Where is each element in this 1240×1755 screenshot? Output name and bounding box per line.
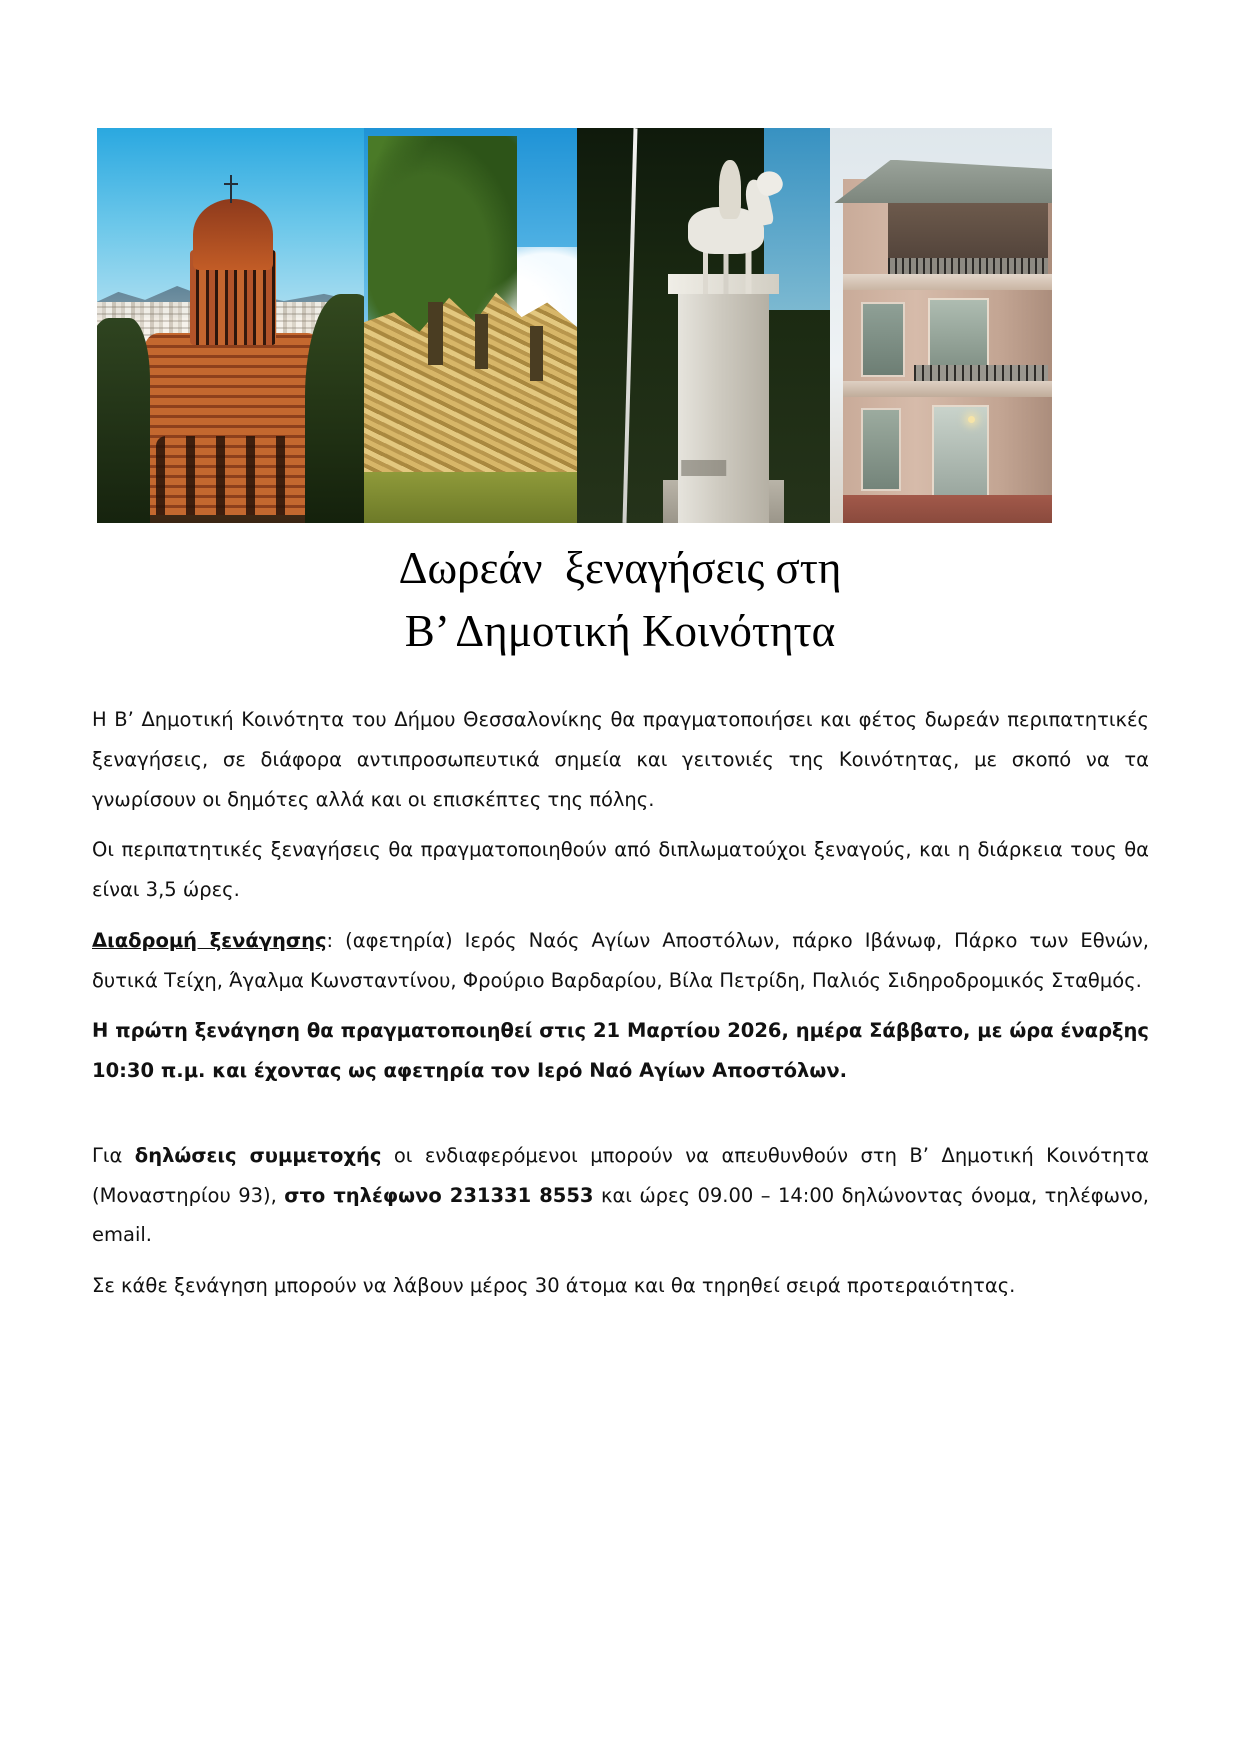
grass-region	[364, 472, 577, 523]
contact-phone: στο τηλέφωνο 231331 8553	[284, 1183, 594, 1207]
wall-embrasure	[530, 326, 543, 381]
contact-middle: οι ενδιαφερόμενοι μπορούν να απευθυνθούν στη Β’ Δημοτική Κοινότητα (Μοναστηρίου 93),	[92, 1143, 1150, 1207]
church-dome	[193, 199, 273, 270]
contact-prefix: Για	[92, 1143, 135, 1167]
paragraph-duration: Οι περιπατητικές ξεναγήσεις θα πραγματοποιηθούν από διπλωματούχοι ξεναγούς, και η διάρκεια τους θα είναι 3,5 ώρες.	[92, 838, 1149, 902]
route-text: : (αφετηρία) Ιερός Ναός Αγίων Αποστόλων, πάρκο Ιβάνωφ, Πάρκο των Εθνών, δυτικά Τείχη, Άγαλμα Κωνσταντίνου, Φρούριο Βαρδαρίου, Βίλα Πετρίδη, Παλιός Σιδηροδρομικός Σταθμός.	[92, 928, 1149, 992]
photo-strip	[97, 128, 1052, 523]
contact-suffix: και ώρες 09.00 – 14:00 δηλώνοντας όνομα, τηλέφωνο, email.	[92, 1183, 1150, 1247]
paragraph-capacity: Σε κάθε ξενάγηση μπορούν να λάβουν μέρος 30 άτομα και θα τηρηθεί σειρά προτεραιότητας.	[92, 1274, 1016, 1298]
route-label: Διαδρομή ξενάγησης	[92, 928, 327, 952]
page-title	[0, 537, 1240, 663]
paragraph-route	[92, 921, 1149, 1001]
wall-embrasure	[428, 302, 443, 365]
contact-registration-label: δηλώσεις συμμετοχής	[134, 1143, 382, 1167]
title-line-2: Β’ Δημοτική Κοινότητα	[404, 606, 836, 656]
paragraph-first-tour	[92, 1011, 1149, 1091]
body-content	[92, 700, 1149, 1317]
wall-embrasure	[475, 314, 488, 369]
cornice-band	[843, 274, 1052, 290]
lamp-icon	[968, 416, 975, 423]
villa-window	[861, 408, 901, 491]
villa-steps	[843, 495, 1052, 523]
photo-church	[97, 128, 364, 523]
villa-window	[861, 302, 905, 377]
cornice-band	[843, 381, 1052, 397]
tree-left	[97, 318, 150, 523]
paragraph-intro: Η Β’ Δημοτική Κοινότητα του Δήμου Θεσσαλονίκης θα πραγματοποιήσει και φέτος δωρεάν περιπατητικές ξεναγήσεις, σε διάφορα αντιπροσωπευτικά σημεία και γειτονιές της Κοινότητας, με σκοπό να τα γνωρίσουν οι δημότες αλλά και οι επισκέπτες της πόλης.	[92, 708, 1149, 811]
photo-statue	[577, 128, 830, 523]
tree-right	[305, 294, 364, 523]
photo-walls	[364, 128, 577, 523]
paragraph-contact	[92, 1136, 1149, 1255]
rider-figure	[719, 160, 742, 219]
balcony-railing-top	[888, 258, 1048, 274]
cross-icon	[230, 175, 232, 203]
title-line-1: Δωρεάν ξεναγήσεις στη	[398, 543, 842, 593]
paragraph-spacer	[92, 1102, 1149, 1136]
first-tour-text: Η πρώτη ξενάγηση θα πραγματοποιηθεί στις 21 Μαρτίου 2026, ημέρα Σάββατο, με ώρα έναρξης 10:30 π.μ. και έχοντας ως αφετηρία τον Ιερό Ναό Αγίων Αποστόλων.	[92, 1019, 1149, 1083]
photo-villa	[830, 128, 1052, 523]
church-arches	[156, 436, 311, 515]
balcony-railing-middle	[914, 365, 1047, 381]
pedestal-inscription	[681, 460, 727, 476]
pedestal-shaft	[678, 286, 769, 523]
